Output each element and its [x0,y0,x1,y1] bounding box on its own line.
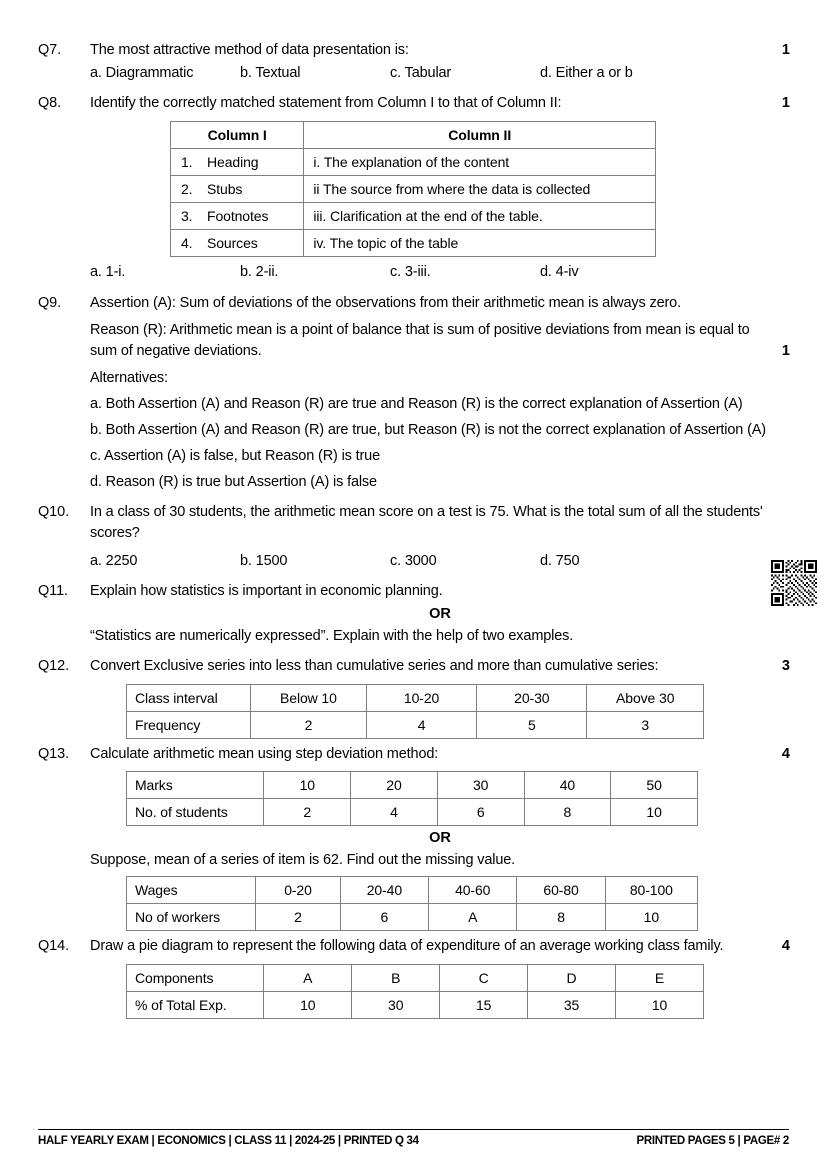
q11-or-separator: OR [429,605,451,622]
q13-wages-table [126,876,698,931]
q13a-header-3: 40 [524,772,611,799]
q10-option-c[interactable]: c. 3000 [390,552,437,569]
q9-marks: 1 [781,342,790,359]
q13b-header-2: 40-60 [429,877,517,904]
q8-row3-right: iii. Clarification at the end of the table. [304,202,656,229]
q8-row4-right: iv. The topic of the table [304,229,656,256]
q13b-row-label-wages: Wages [127,877,256,904]
q9-reason: Reason (R): Arithmetic mean is a point of balance that is sum of positive deviations from mean is equal to sum of negative deviations. [90,322,750,359]
question-q13 [38,744,790,765]
q12-value-3: 3 [587,711,704,738]
q12-header-3: Above 30 [587,684,704,711]
q13b-header-4: 80-100 [605,877,697,904]
q12-value-2: 5 [477,711,587,738]
q7-number: Q7. [38,42,62,58]
q14-number: Q14. [38,938,70,955]
q13b-value-3: 8 [517,904,605,931]
q8-header-column-2: Column II [304,121,656,148]
q13b-header-3: 60-80 [517,877,605,904]
q13a-value-0: 2 [264,799,351,826]
q14-header-4: E [616,964,704,991]
footer-right-text: PRINTED PAGES 5 | PAGE# 2 [636,1135,789,1147]
q13a-header-2: 30 [437,772,524,799]
q12-marks: 3 [781,657,790,674]
q14-value-2: 15 [440,991,528,1018]
q13-marks-table [126,771,698,826]
q8-marks: 1 [781,95,790,112]
q10-text: In a class of 30 students, the arithmetic mean score on a test is 75. What is the total sum of all the students' scores? [90,504,763,542]
q9-assertion: Assertion (A): Sum of deviations of the observations from their arithmetic mean is always zero. [90,294,681,311]
table-row [171,202,656,229]
q13a-row-label-marks: Marks [127,772,264,799]
q13b-header-1: 20-40 [340,877,428,904]
q13b-value-0: 2 [256,904,340,931]
page-footer [38,1129,789,1147]
q14-value-1: 30 [352,991,440,1018]
table-row [127,799,698,826]
q12-header-2: 20-30 [477,684,587,711]
q9-alternative-c[interactable]: c. Assertion (A) is false, but Reason (R) is true [90,448,381,465]
q14-row-label-percent: % of Total Exp. [127,991,264,1018]
q13b-row-label-workers: No of workers [127,904,256,931]
question-q11 [38,581,790,602]
q13a-value-2: 6 [437,799,524,826]
question-q7 [38,40,790,61]
table-header-row [171,121,656,148]
q13-alternative-text: Suppose, mean of a series of item is 62. Find out the missing value. [90,852,516,869]
q8-match-table [170,121,656,257]
q8-option-a[interactable]: a. 1-i. [90,263,126,280]
q8-option-b[interactable]: b. 2-ii. [240,263,279,280]
q13-number: Q13. [38,745,70,762]
q13a-header-4: 50 [611,772,698,799]
q13-marks: 4 [781,745,790,762]
q7-option-d[interactable]: d. Either a or b [540,64,633,81]
question-q8 [38,93,790,114]
q10-option-d[interactable]: d. 750 [540,552,580,569]
q8-row3-left [171,202,304,229]
q8-row1-right: i. The explanation of the content [304,148,656,175]
q8-row3-index: 3. [181,207,193,224]
q8-row2-left-label: Stubs [207,180,243,197]
q9-reason-row [38,320,790,361]
q10-options [90,551,790,573]
q14-header-0: A [264,964,352,991]
q12-value-0: 2 [250,711,366,738]
q8-text: Identify the correctly matched statement from Column I to that of Column II: [90,95,562,112]
q11-alternative-text: “Statistics are numerically expressed”. Explain with the help of two examples. [90,627,574,644]
q12-text: Convert Exclusive series into less than cumulative series and more than cumulative series: [90,657,659,674]
q8-options [90,262,790,284]
q7-text: The most attractive method of data presentation is: [90,42,409,58]
q8-row4-index: 4. [181,234,193,251]
question-q9 [38,293,790,314]
table-row [127,772,698,799]
question-q14 [38,936,790,957]
question-q12 [38,656,790,677]
q8-row4-left-label: Sources [207,234,258,251]
q14-value-4: 10 [616,991,704,1018]
q13a-header-1: 20 [351,772,438,799]
q8-header-column-1: Column I [171,121,304,148]
footer-left-text: HALF YEARLY EXAM | ECONOMICS | CLASS 11 | 2024-25 | PRINTED Q 34 [38,1135,419,1147]
table-row [127,684,704,711]
q7-option-a[interactable]: a. Diagrammatic [90,64,194,81]
q12-number: Q12. [38,657,70,674]
q8-row2-left [171,175,304,202]
q10-option-b[interactable]: b. 1500 [240,552,288,569]
table-row [127,711,704,738]
q13a-header-0: 10 [264,772,351,799]
q8-row1-left [171,148,304,175]
q7-option-b[interactable]: b. Textual [240,64,301,81]
q8-option-d[interactable]: d. 4-iv [540,263,579,280]
q9-alternative-a[interactable]: a. Both Assertion (A) and Reason (R) are true and Reason (R) is the correct explanation of Assertion (A) [90,396,743,413]
q13b-value-1: 6 [340,904,428,931]
q13-text: Calculate arithmetic mean using step deviation method: [90,745,439,762]
q9-alternatives-label: Alternatives: [90,370,168,387]
q13a-row-label-students: No. of students [127,799,264,826]
q14-header-2: C [440,964,528,991]
table-row [171,229,656,256]
q14-header-3: D [528,964,616,991]
table-row [127,991,704,1018]
q13-or-separator: OR [429,830,451,847]
qr-code-icon [770,560,818,606]
q9-alternative-d[interactable]: d. Reason (R) is true but Assertion (A) is false [90,474,377,491]
table-row [127,904,698,931]
q13a-value-4: 10 [611,799,698,826]
q8-row2-right: ii The source from where the data is collected [304,175,656,202]
q12-header-1: 10-20 [366,684,476,711]
table-row [127,964,704,991]
q14-header-1: B [352,964,440,991]
q10-number: Q10. [38,504,70,521]
q9-alternative-b[interactable]: b. Both Assertion (A) and Reason (R) are true, but Reason (R) is not the correct explanation of Assertion (A) [90,422,766,439]
q8-row2-index: 2. [181,180,193,197]
q14-expenditure-table [126,964,704,1019]
question-q10 [38,502,790,543]
q12-value-1: 4 [366,711,476,738]
table-row [127,877,698,904]
q14-row-label-components: Components [127,964,264,991]
q14-value-3: 35 [528,991,616,1018]
table-row [171,175,656,202]
q8-number: Q8. [38,95,62,112]
q8-option-c[interactable]: c. 3-iii. [390,263,431,280]
q12-frequency-table [126,684,704,739]
q7-option-c[interactable]: c. Tabular [390,64,452,81]
q13b-header-0: 0-20 [256,877,340,904]
qr-code [770,560,818,606]
q11-text: Explain how statistics is important in economic planning. [90,583,443,600]
q8-row3-left-label: Footnotes [207,207,269,224]
q12-header-0: Below 10 [250,684,366,711]
q11-number: Q11. [38,583,68,600]
q13b-value-2: A [429,904,517,931]
q12-row-label-class-interval: Class interval [127,684,251,711]
q12-row-label-frequency: Frequency [127,711,251,738]
q7-marks: 1 [781,42,790,58]
q7-options [90,63,790,85]
q14-marks: 4 [781,938,790,955]
q8-row1-index: 1. [181,153,193,170]
q13a-value-1: 4 [351,799,438,826]
q14-text: Draw a pie diagram to represent the following data of expenditure of an average working class family. [90,938,724,955]
q8-row1-left-label: Heading [207,153,259,170]
q13a-value-3: 8 [524,799,611,826]
q13b-value-4: 10 [605,904,697,931]
q9-number: Q9. [38,294,62,311]
table-row [171,148,656,175]
q14-value-0: 10 [264,991,352,1018]
q10-option-a[interactable]: a. 2250 [90,552,138,569]
q8-row4-left [171,229,304,256]
